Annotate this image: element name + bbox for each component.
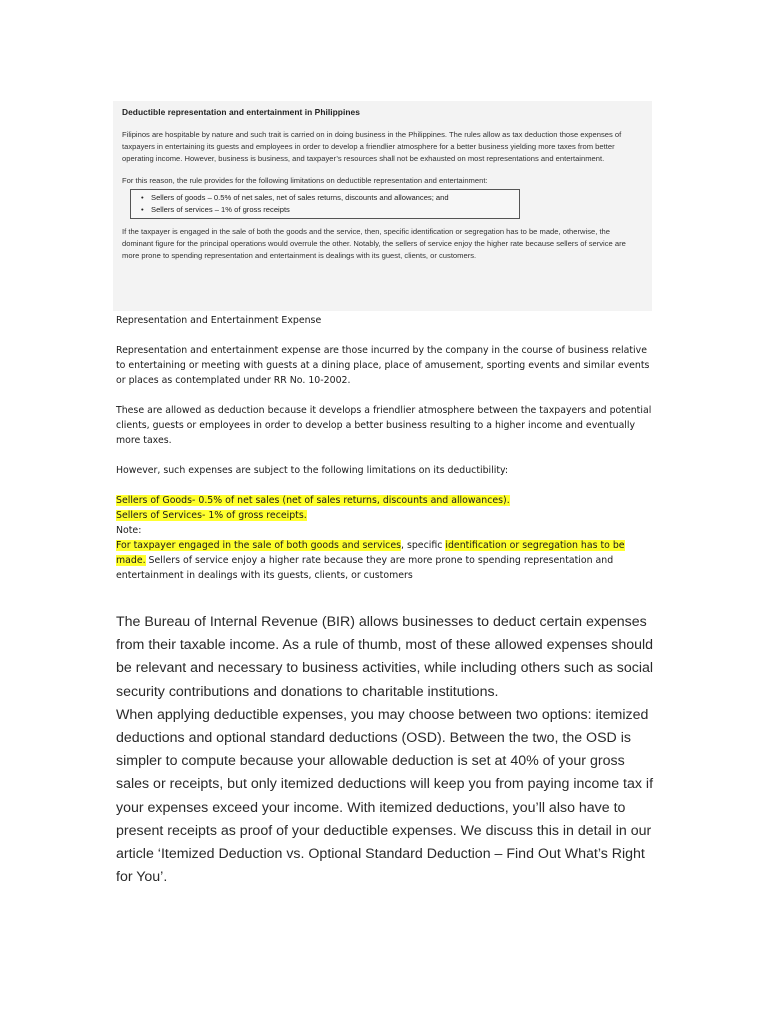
note-plain-1: , specific bbox=[401, 540, 446, 551]
notes-limit-goods bbox=[116, 493, 656, 508]
highlight-services: Sellers of Services- 1% of gross receipts. bbox=[116, 510, 307, 521]
excerpt-paragraph-3: If the taxpayer is engaged in the sale of both the goods and the service, then, specific identification or segregation has to be made, otherwise, the dominant figure for the principal operations would overrule the other. Notably, the sellers of service enjoy the higher rate because sellers of service are more prone to spending representation and entertainment is dealings with its guest, clients, or customers. bbox=[122, 227, 626, 260]
excerpt-limit-goods: • Sellers of goods – 0.5% of net sales, net of sales returns, discounts and allowances; and bbox=[141, 192, 511, 204]
excerpt-paragraph-1: Filipinos are hospitable by nature and such trait is carried on in doing business in the Philippines. The rules allow as tax deduction those expenses of taxpayers in entertaining its guests and employees in order to develop a friendlier atmosphere for a better business yielding more taxes from better operating income. However, business is business, and taxpayer’s resources shall not be exhausted on most representations and entertainment. bbox=[122, 130, 622, 163]
highlight-note-2: identification or segregation has to be made. bbox=[116, 540, 625, 566]
notes-paragraph-2: These are allowed as deduction because it develops a friendlier atmosphere between the taxpayers and potential clients, guests or employees in order to develop a better business resulting to a higher income and eventually more taxes. bbox=[116, 405, 652, 446]
notes-paragraph-1: Representation and entertainment expense are those incurred by the company in the course of business relative to entertaining or meeting with guests at a dining place, place of amusement, sporting events and similar events or places as contemplated under RR No. 10-2002. bbox=[116, 345, 650, 386]
embedded-excerpt bbox=[113, 101, 652, 311]
prose-paragraph-1: The Bureau of Internal Revenue (BIR) allows businesses to deduct certain expenses from their taxable income. As a rule of thumb, most of these allowed expenses should be relevant and necessary to business activities, while including others such as social security contributions and donations to charitable institutions. bbox=[116, 614, 654, 700]
notes-note-label: Note: bbox=[116, 525, 142, 536]
excerpt-limit-services: • Sellers of services – 1% of gross receipts bbox=[141, 204, 511, 216]
notes-limit-services bbox=[116, 508, 656, 523]
prose-paragraph-2: When applying deductible expenses, you may choose between two options: itemized deductions and optional standard deductions (OSD). Between the two, the OSD is simpler to compute because your allowable deduction is set at 40% of your gross sales or receipts, but only itemized deductions will keep you from paying income tax if your expenses exceed your income. With itemized deductions, you’ll also have to present receipts as proof of your deductible expenses. We discuss this in detail in our article ‘Itemized Deduction vs. Optional Standard Deduction – Find Out What’s Right for You’. bbox=[116, 706, 654, 886]
highlight-goods: Sellers of Goods- 0.5% of net sales (net of sales returns, discounts and allowances). bbox=[116, 495, 510, 506]
excerpt-title: Deductible representation and entertainment in Philippines bbox=[122, 107, 360, 117]
main-prose bbox=[116, 611, 656, 889]
notes-paragraph-3: However, such expenses are subject to the following limitations on its deductibility: bbox=[116, 465, 509, 476]
note-plain-2: Sellers of service enjoy a higher rate because they are more prone to spending representation and entertainment in dealings with its guests, clients, or customers bbox=[116, 555, 614, 581]
excerpt-limits-box bbox=[130, 189, 520, 219]
highlight-note-1: For taxpayer engaged in the sale of both goods and services bbox=[116, 540, 401, 551]
notes-note-text bbox=[116, 538, 656, 583]
notes-heading: Representation and Entertainment Expense bbox=[116, 315, 322, 326]
excerpt-paragraph-2: For this reason, the rule provides for the following limitations on deductible representation and entertainment: bbox=[122, 176, 488, 185]
notes-section bbox=[116, 313, 656, 583]
